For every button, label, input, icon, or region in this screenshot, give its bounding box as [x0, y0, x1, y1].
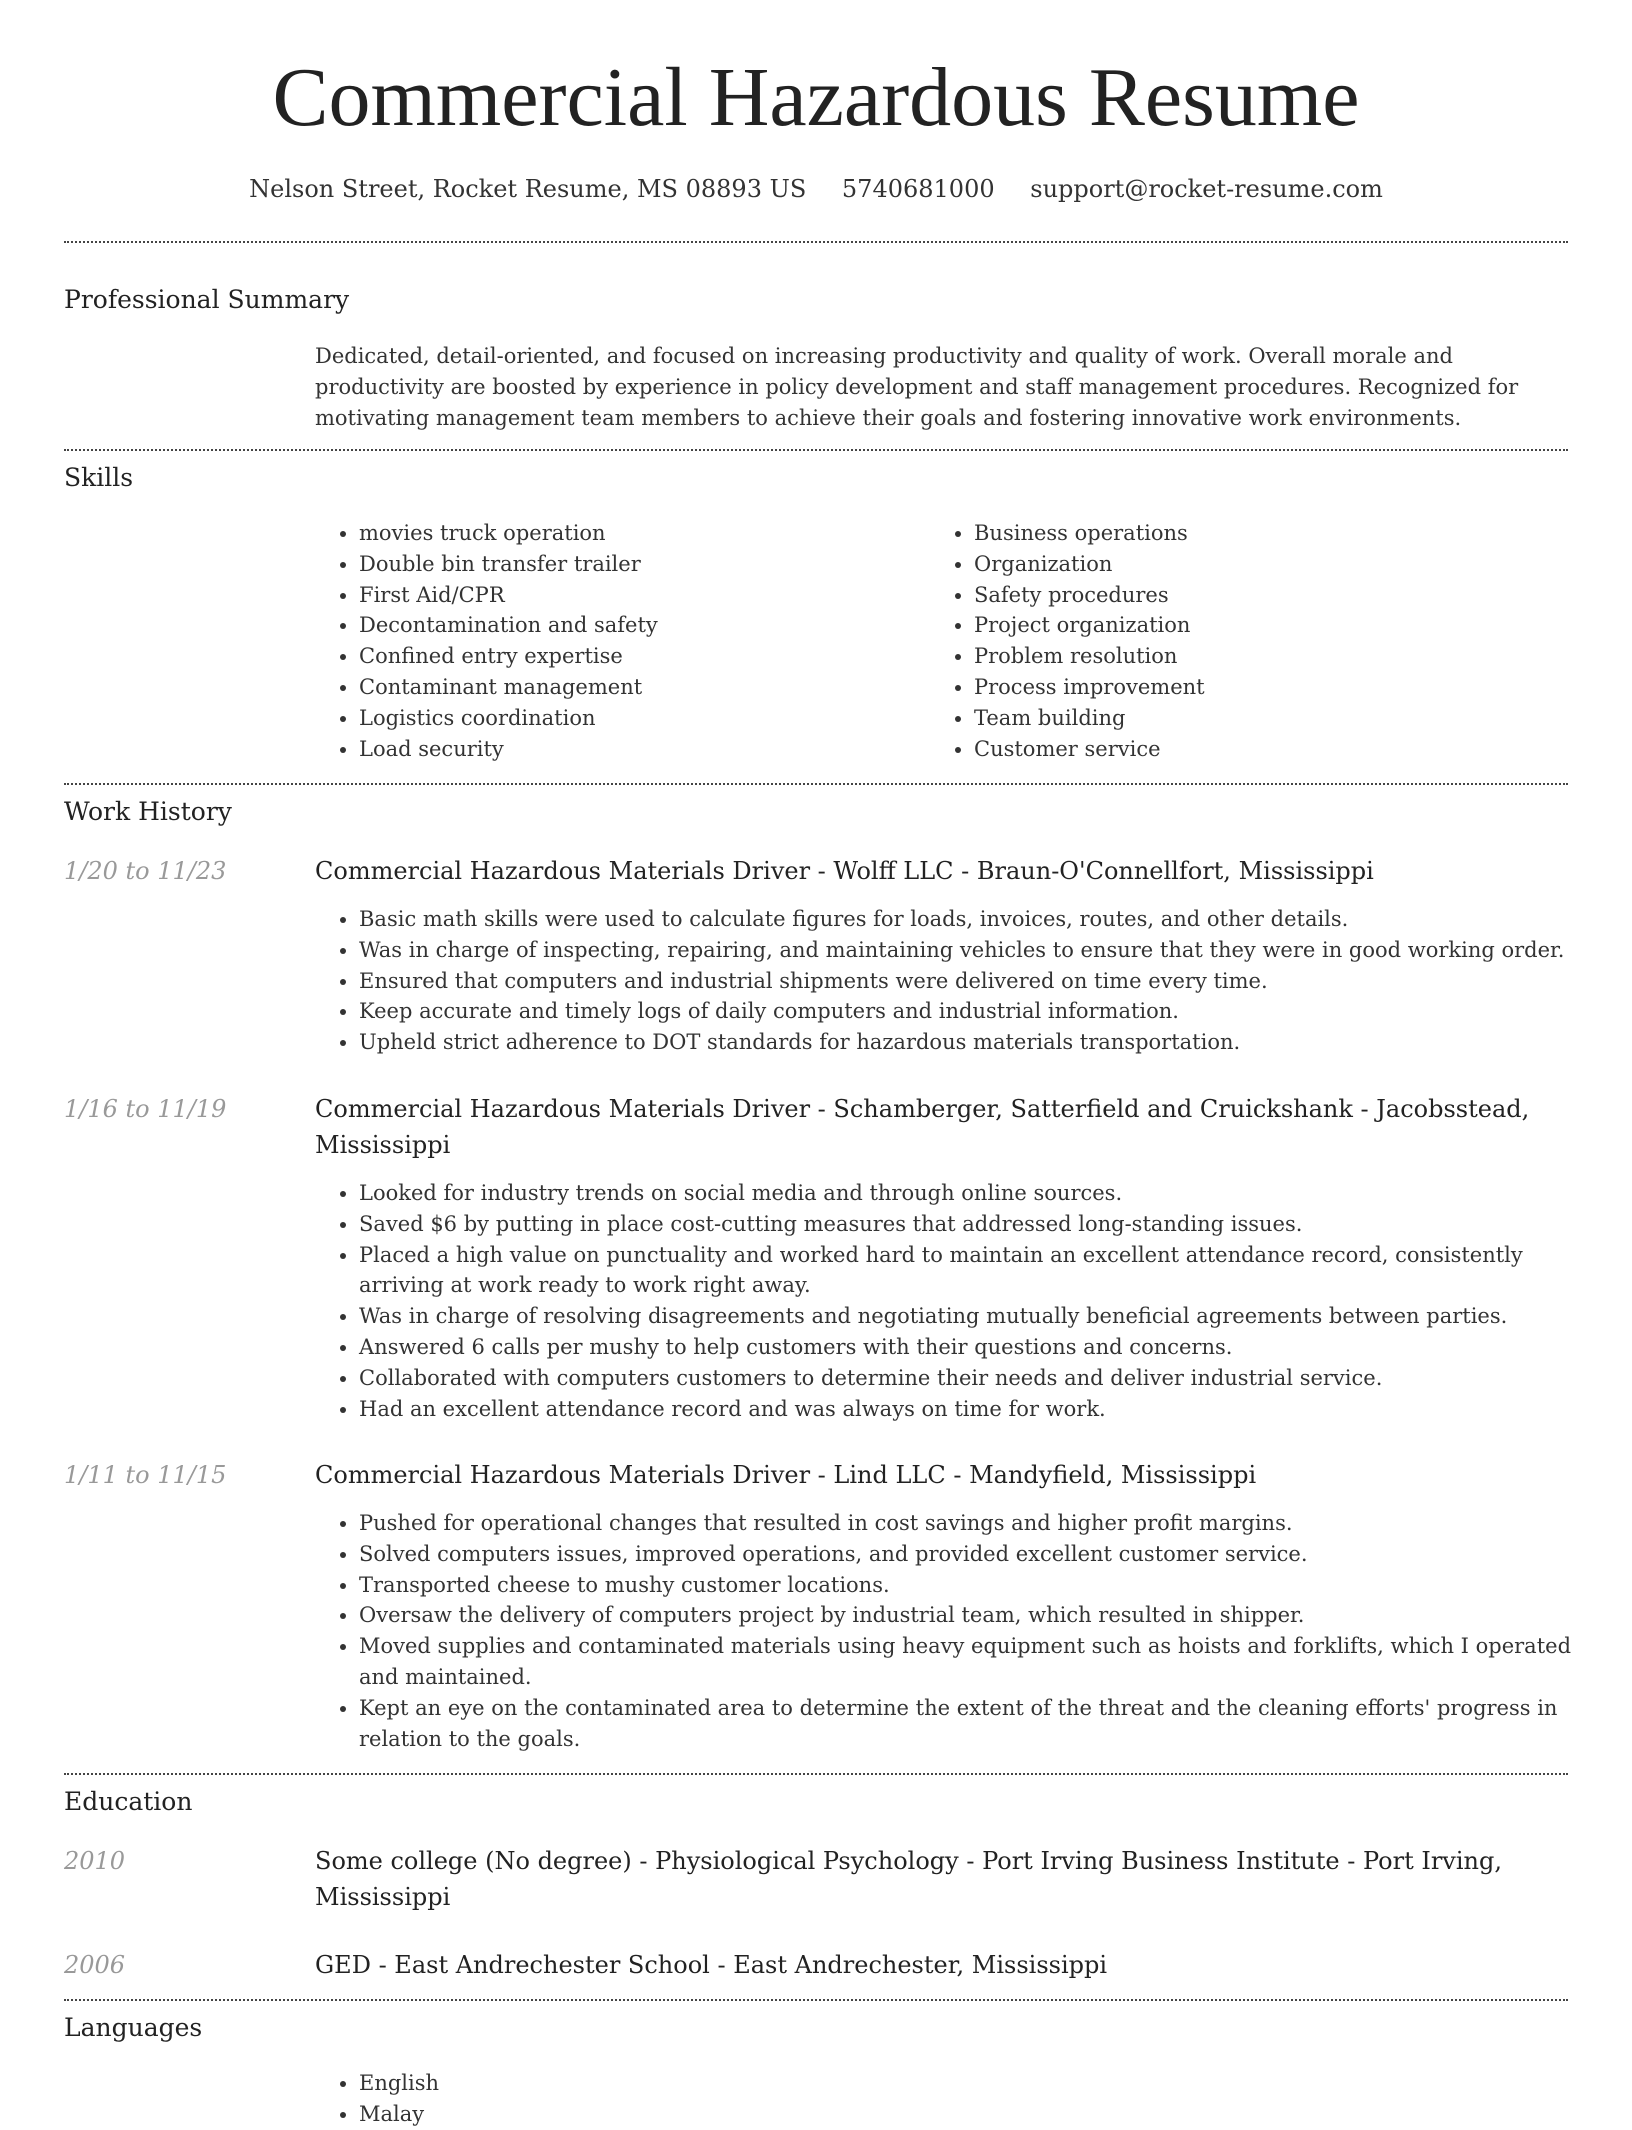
language-item: • English: [359, 2068, 959, 2099]
education-year: 2010: [64, 1847, 126, 1875]
job-bullet: • Basic math skills were used to calculate figures for loads, invoices, routes, and other details.: [359, 904, 1612, 935]
job-dates: 1/11 to 11/15: [64, 1461, 227, 1489]
section-heading-languages: Languages: [64, 2013, 203, 2042]
skill-item: • Decontamination and safety: [359, 610, 959, 641]
contact-phone: 5740681000: [841, 175, 995, 203]
skill-item: • Load security: [359, 734, 959, 765]
skill-item: • Double bin transfer trailer: [359, 549, 959, 580]
skills-list-right: [930, 518, 1574, 764]
resume-title: Commercial Hazardous Resume: [272, 51, 1360, 144]
divider: [64, 449, 1568, 451]
skills-list-left: [315, 518, 959, 764]
section-heading-skills: Skills: [64, 463, 134, 492]
job-bullet: • Moved supplies and contaminated materials using heavy equipment such as hoists and forklifts, which I operated and maintained.: [359, 1631, 1612, 1693]
job-bullet: • Saved $6 by putting in place cost-cutting measures that addressed long-standing issues.: [359, 1209, 1612, 1240]
skill-item: • Problem resolution: [974, 641, 1574, 672]
skill-item: • Organization: [974, 549, 1574, 580]
job-bullet: • Transported cheese to mushy customer locations.: [359, 1570, 1612, 1601]
divider: [64, 241, 1568, 243]
job-dates: 1/20 to 11/23: [64, 857, 227, 885]
skill-item: • Customer service: [974, 734, 1574, 765]
divider: [64, 783, 1568, 785]
language-item: • Malay: [359, 2099, 959, 2130]
job-bullet: • Upheld strict adherence to DOT standards for hazardous materials transportation.: [359, 1027, 1612, 1058]
job-bullet: • Looked for industry trends on social media and through online sources.: [359, 1178, 1612, 1209]
skill-item: • Contaminant management: [359, 672, 959, 703]
job-bullet: • Keep accurate and timely logs of daily computers and industrial information.: [359, 996, 1612, 1027]
job-bullets: [315, 1508, 1612, 1754]
section-heading-summary: Professional Summary: [64, 285, 350, 314]
skill-item: • Process improvement: [974, 672, 1574, 703]
education-entry: GED - East Andrechester School - East Andrechester, Mississippi: [315, 1951, 1108, 1979]
job-bullet: • Pushed for operational changes that resulted in cost savings and higher profit margins.: [359, 1508, 1612, 1539]
contact-line: [0, 172, 1632, 206]
skill-item: • movies truck operation: [359, 518, 959, 549]
contact-address: Nelson Street, Rocket Resume, MS 08893 US: [249, 175, 807, 203]
divider: [64, 1773, 1568, 1775]
education-entry: Some college (No degree) - Physiological Psychology - Port Irving Business Institute - Port Irving, Mississippi: [315, 1847, 1502, 1911]
job-bullet: • Had an excellent attendance record and was always on time for work.: [359, 1394, 1612, 1425]
job-title: Commercial Hazardous Materials Driver - Lind LLC - Mandyfield, Mississippi: [315, 1461, 1257, 1489]
job-bullet: • Was in charge of inspecting, repairing, and maintaining vehicles to ensure that they were in good working order.: [359, 935, 1612, 966]
skill-item: • Safety procedures: [974, 580, 1574, 611]
section-heading-education: Education: [64, 1787, 193, 1816]
job-bullet: • Solved computers issues, improved operations, and provided excellent customer service.: [359, 1539, 1612, 1570]
job-dates: 1/16 to 11/19: [64, 1095, 227, 1123]
divider: [64, 1999, 1568, 2001]
section-heading-work: Work History: [64, 797, 232, 826]
education-year: 2006: [64, 1951, 126, 1979]
job-bullet: • Ensured that computers and industrial shipments were delivered on time every time.: [359, 966, 1612, 997]
job-title: Commercial Hazardous Materials Driver - Schamberger, Satterfield and Cruickshank - Jacobsstead, Mississippi: [315, 1095, 1530, 1159]
job-bullet: • Oversaw the delivery of computers project by industrial team, which resulted in shipper.: [359, 1600, 1612, 1631]
job-bullet: • Placed a high value on punctuality and worked hard to maintain an excellent attendance record, consistently arriving at work ready to work right away.: [359, 1240, 1612, 1302]
summary-text: Dedicated, detail-oriented, and focused on increasing productivity and quality of work. Overall morale and productivity are boosted by experience in policy development and staff management procedures. Recognized for motivating management team members to achieve their goals and fostering innovative work environments.: [315, 344, 1519, 430]
skill-item: • Team building: [974, 703, 1574, 734]
job-bullet: • Kept an eye on the contaminated area to determine the extent of the threat and the cleaning efforts' progress in relation to the goals.: [359, 1693, 1612, 1755]
skill-item: • Logistics coordination: [359, 703, 959, 734]
languages-list: [315, 2068, 959, 2130]
job-bullets: [315, 1178, 1612, 1424]
job-bullet: • Answered 6 calls per mushy to help customers with their questions and concerns.: [359, 1332, 1612, 1363]
skill-item: • Project organization: [974, 610, 1574, 641]
job-title: Commercial Hazardous Materials Driver - Wolff LLC - Braun-O'Connellfort, Mississippi: [315, 857, 1374, 885]
skill-item: • Business operations: [974, 518, 1574, 549]
job-bullet: • Collaborated with computers customers to determine their needs and deliver industrial service.: [359, 1363, 1612, 1394]
skill-item: • First Aid/CPR: [359, 580, 959, 611]
contact-email: support@rocket-resume.com: [1030, 175, 1383, 203]
skill-item: • Confined entry expertise: [359, 641, 959, 672]
job-bullet: • Was in charge of resolving disagreements and negotiating mutually beneficial agreements between parties.: [359, 1301, 1612, 1332]
job-bullets: [315, 904, 1612, 1058]
